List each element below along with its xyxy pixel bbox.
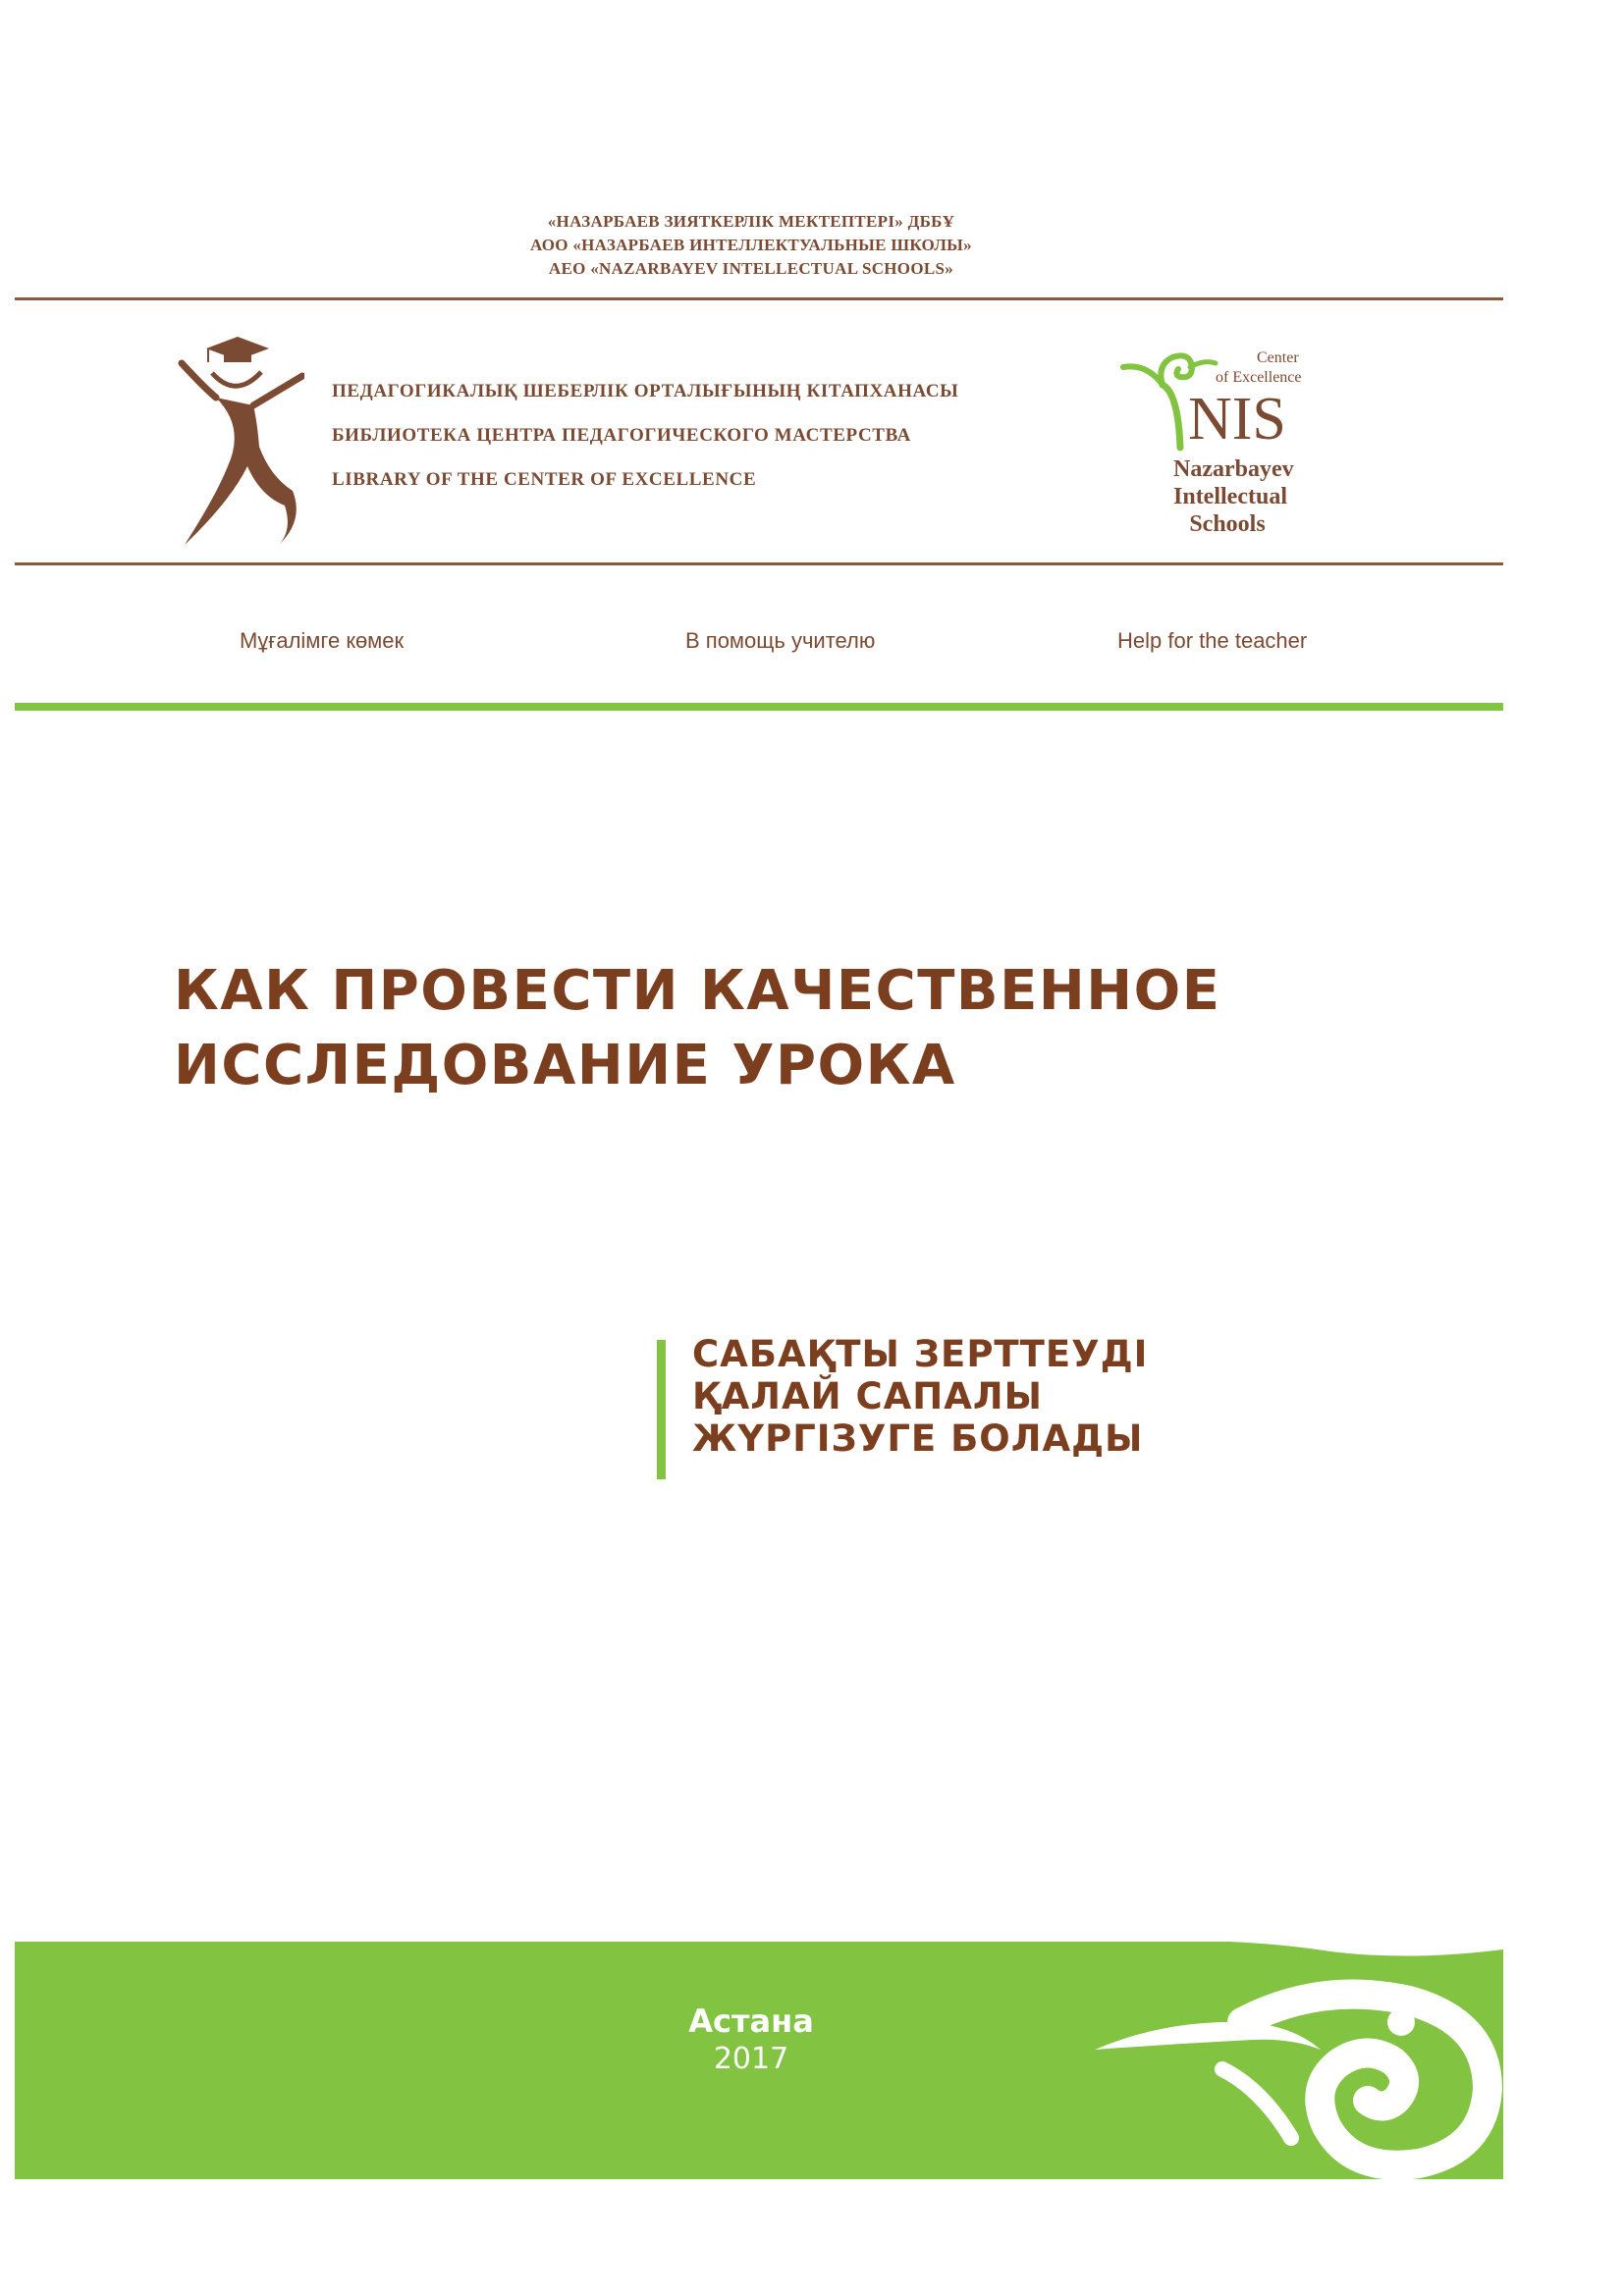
library-name-kz: ПЕДАГОГИКАЛЫҚ ШЕБЕРЛІК ОРТАЛЫҒЫНЫҢ КІТАПХАНАСЫ bbox=[332, 381, 959, 401]
publication-year: 2017 bbox=[713, 2042, 789, 2076]
subtitle-accent-bar bbox=[657, 1340, 666, 1479]
publication-city: Астана bbox=[688, 2002, 814, 2040]
subtitle-line-3: ЖҮРГІЗУГЕ БОЛАДЫ bbox=[692, 1417, 1144, 1460]
nis-excellence-text: of Excellence bbox=[1216, 369, 1302, 386]
org-name-en: АЕО «NAZARBAYEV INTELLECTUAL SCHOOLS» bbox=[548, 259, 954, 278]
nis-center-text: Center bbox=[1257, 349, 1299, 366]
library-name-en: LIBRARY OF THE CENTER OF EXCELLENCE bbox=[332, 469, 757, 490]
nis-abbr: NIS bbox=[1188, 386, 1286, 453]
subtitle bbox=[692, 1333, 1148, 1460]
help-kz: Мұғалімге көмек bbox=[240, 628, 405, 653]
help-en: Help for the teacher bbox=[1117, 628, 1308, 653]
nis-name-line-2: Intellectual bbox=[1173, 484, 1287, 509]
org-name-kz: «НАЗАРБАЕВ ЗИЯТКЕРЛІК МЕКТЕПТЕРІ» ДББҰ bbox=[547, 212, 955, 231]
organization-names bbox=[0, 210, 1502, 281]
nis-name-line-3: Schools bbox=[1189, 511, 1266, 537]
top-divider bbox=[15, 297, 1503, 300]
subtitle-line-1: САБАҚТЫ ЗЕРТТЕУДІ bbox=[692, 1333, 1149, 1375]
library-names bbox=[332, 379, 958, 511]
library-name-ru: БИБЛИОТЕКА ЦЕНТРА ПЕДАГОГИЧЕСКОГО МАСТЕРСТВА bbox=[332, 425, 911, 446]
nis-logo bbox=[1119, 346, 1326, 547]
middle-divider bbox=[15, 562, 1503, 565]
nis-name-line-1: Nazarbayev bbox=[1173, 456, 1294, 482]
nis-school-name bbox=[1173, 455, 1294, 538]
main-title-line-1: КАК ПРОВЕСТИ КАЧЕСТВЕННОЕ bbox=[174, 959, 1221, 1023]
org-name-ru: АОО «НАЗАРБАЕВ ИНТЕЛЛЕКТУАЛЬНЫЕ ШКОЛЫ» bbox=[530, 236, 972, 254]
main-title bbox=[174, 954, 1352, 1103]
main-title-line-2: ИССЛЕДОВАНИЕ УРОКА bbox=[174, 1034, 956, 1097]
library-figure-logo-icon bbox=[177, 329, 304, 550]
help-ru: В помощь учителю bbox=[685, 628, 876, 653]
subtitle-line-2: ҚАЛАЙ САПАЛЫ bbox=[692, 1375, 1043, 1417]
green-divider bbox=[15, 703, 1503, 711]
